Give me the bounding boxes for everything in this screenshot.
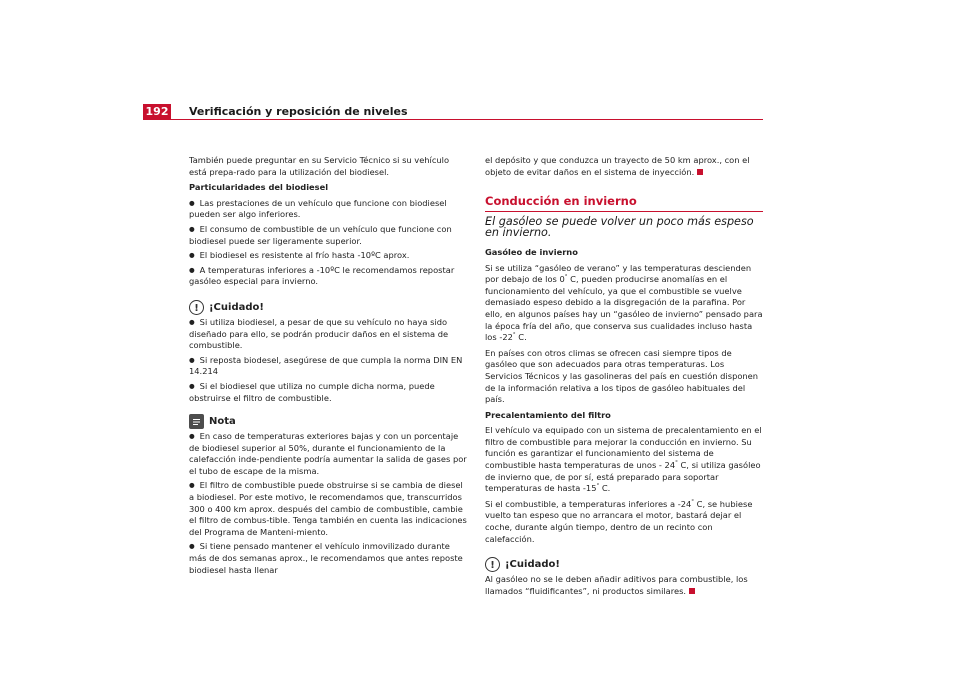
section-end-mark [697,169,703,175]
continuation-paragraph: el depósito y que conduzca un trayecto de 50 km aprox., con el objeto de evitar daños en el sistema de inyección. [485,155,750,177]
warning-icon: ! [485,557,500,572]
caution-header-right [485,557,763,572]
list-item: ● El biodiesel es resistente al frío hasta -10ºC aprox. [189,250,467,262]
gasoleo-paragraph-2: En países con otros climas se ofrecen casi siempre tipos de gasóleo que son adecuados para otras temperaturas. Los Servicios Técnicos y las gasolineras del país en cuestión disponen de la información relativa a los tipos de gasóleo habituales del país. [485,347,759,405]
list-item: ● En caso de temperaturas exteriores bajas y con un porcentaje de biodiesel superior al 50%, durante el funcionamiento de la calefacción inde-pendiente podría aumentar la salida de gases por el tubo de escape de la misma. [189,431,467,477]
chapter-title: Verificación y reposición de niveles [189,105,408,118]
caution-title: ¡Cuidado! [209,301,264,313]
header-rule [143,119,763,120]
section-title: Conducción en invierno [485,196,763,212]
caution-header [189,300,467,315]
intro-paragraph: También puede preguntar en su Servicio Técnico si su vehículo está prepa-rado para la utilización del biodiesel. [189,155,450,177]
precalentamiento-heading: Precalentamiento del filtro [485,409,611,420]
caution-title: ¡Cuidado! [505,558,560,570]
section-end-mark [689,588,695,594]
list-item: ● Si reposta biodesel, asegúrese de que cumpla la norma DIN EN 14.214 [189,355,467,378]
page-number: 192 [143,104,171,120]
gasoleo-paragraph-1: Si se utiliza “gasóleo de verano” y las temperaturas descienden por debajo de los 0° C, pueden producirse anomalías en el funcionamiento del vehículo, ya que el combustible se vuelve demasiado espeso debido a la disgregación de la parafina. Por ello, en algunos países hay un “gasóleo de invierno” pensado para la época fría del año, que conserva sus cualidades incluso hasta los -22° C. [485,262,763,343]
particularidades-list [189,198,467,288]
note-header [189,414,467,429]
list-item: ● Si tiene pensado mantener el vehículo inmovilizado durante más de dos semanas aprox., le recomendamos que antes reposte biodiesel hasta llenar [189,541,467,576]
note-icon [189,414,204,429]
caution-paragraph: Al gasóleo no se le deben añadir aditivos para combustible, los llamados “fluidificantes”, ni productos similares. [485,574,748,596]
list-item: ● A temperaturas inferiores a -10ºC le recomendamos repostar gasóleo especial para invierno. [189,265,467,288]
list-item: ● Si el biodiesel que utiliza no cumple dicha norma, puede obstruirse el filtro de combustible. [189,381,467,404]
list-item: ● El consumo de combustible de un vehículo que funcione con biodiesel puede ser ligeramente superior. [189,224,467,247]
note-title: Nota [209,415,236,427]
gasoleo-heading: Gasóleo de invierno [485,246,578,257]
precalentamiento-paragraph-1: El vehículo va equipado con un sistema de precalentamiento en el filtro de combustible para mejorar la conducción en invierno. Su función es garantizar el funcionamiento del sistema de combustible hasta temperaturas de unos - 24° C, si utiliza gasóleo de invierno que, de por sí, está preparado para soportar temperaturas de hasta -15° C. [485,425,762,494]
caution-list [189,317,467,404]
note-list [189,431,467,576]
section-subtitle: El gasóleo se puede volver un poco más espeso en invierno. [485,214,754,240]
list-item: ● Si utiliza biodiesel, a pesar de que su vehículo no haya sido diseñado para ello, se podrán producir daños en el sistema de combustible. [189,317,467,352]
warning-icon: ! [189,300,204,315]
precalentamiento-paragraph-2: Si el combustible, a temperaturas inferiores a -24° C, se hubiese vuelto tan espeso que no arrancara el motor, bastará dejar el coche, durante algún tiempo, dentro de un recinto con calefacción. [485,498,753,544]
list-item: ● El filtro de combustible puede obstruirse si se cambia de diesel a biodiesel. Por este motivo, le recomendamos que, transcurridos 300 o 400 km aprox. después del cambio de combustible, cambie el filtro de combus-tible. Tenga también en cuenta las indicaciones del Programa de Manteni-miento. [189,480,467,538]
particularidades-heading: Particularidades del biodiesel [189,182,329,193]
left-column [189,155,467,579]
list-item: ● Las prestaciones de un vehículo que funcione con biodiesel pueden ser algo inferiores. [189,198,467,221]
right-column [485,155,763,601]
